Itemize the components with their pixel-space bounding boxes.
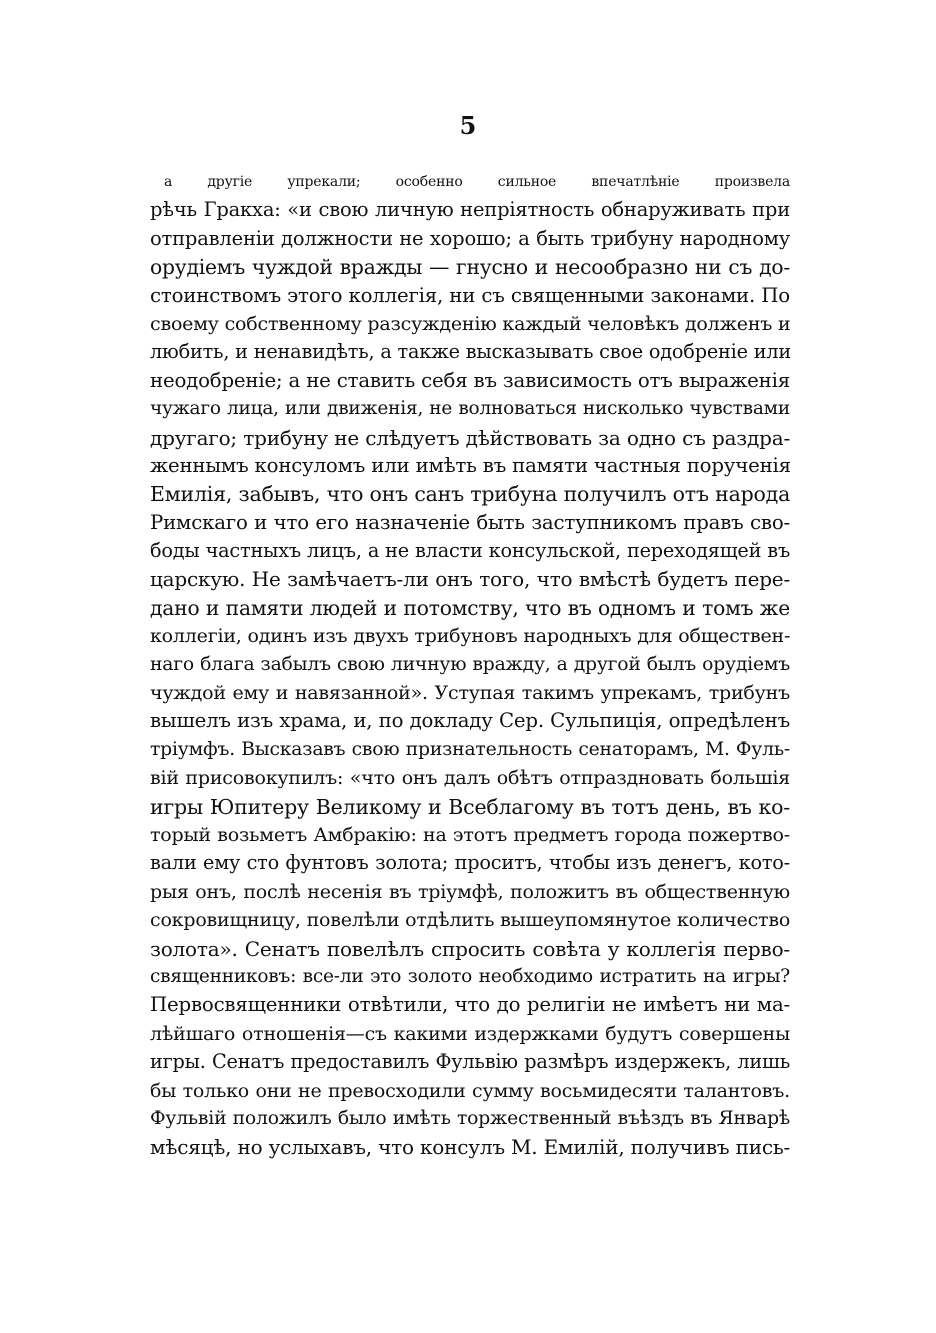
text-line: Фульвій положилъ было имѣть торжественный въѣздъ въ Январѣ xyxy=(150,1107,790,1129)
page-number: 5 xyxy=(459,111,477,140)
text-line: тріумфъ. Высказавъ свою признательность сенаторамъ, М. Фуль- xyxy=(150,738,790,760)
text-line: чуждой ему и навязанной». Уступая такимъ упрекамъ, трибунъ xyxy=(150,682,790,705)
text-line: отправленіи должности не хорошо; а быть трибуну народному xyxy=(150,226,790,250)
text-line: боды частныхъ лицъ, а не власти консульской, переходящей въ xyxy=(150,539,790,563)
text-line: своему собственному разсужденію каждый человѣкъ долженъ и xyxy=(150,312,791,335)
body-text xyxy=(150,168,790,1162)
text-line: дано и памяти людей и потомству, что въ одномъ и томъ же xyxy=(150,595,790,620)
text-line: рыя онъ, послѣ несенія въ тріумфѣ, положитъ въ общественную xyxy=(150,880,790,903)
text-line: а другіе упрекали; особенно сильное впечатлѣніе произвела xyxy=(164,174,790,190)
text-line: рѣчь Гракха: «и свою личную непріятность обнаруживать при xyxy=(150,198,790,222)
text-line: женнымъ консуломъ или имѣть въ памяти частныя порученія xyxy=(150,453,791,477)
text-line: вышелъ изъ храма, и, по докладу Сер. Сульпиція, опредѣленъ xyxy=(150,709,790,733)
text-line: сокровищницу, повелѣли отдѣлить вышеупомянутое количество xyxy=(150,909,791,932)
text-line: Первосвященники отвѣтили, что до религіи не имѣетъ ни ма- xyxy=(150,993,790,1017)
text-line: вали ему сто фунтовъ золота; проситъ, чтобы изъ денегъ, кото- xyxy=(150,851,790,875)
text-line: священниковъ: все-ли это золото необходимо истратить на игры? xyxy=(150,965,790,987)
text-line: царскую. Не замѣчаетъ-ли онъ того, что вмѣстѣ будетъ пере- xyxy=(150,567,790,592)
text-line: игры Юпитеру Великому и Всеблагому въ тотъ день, въ ко- xyxy=(150,794,790,819)
text-line: лѣйшаго отношенія—съ какими издержками будутъ совершены xyxy=(150,1022,790,1045)
text-line: Емилія, забывъ, что онъ санъ трибуна получилъ отъ народа xyxy=(150,482,791,507)
text-line: игры. Сенатъ предоставилъ Фульвію размѣръ издержекъ, лишь xyxy=(150,1050,790,1074)
text-line: бы только они не превосходили сумму восьмидесяти талантовъ. xyxy=(150,1079,790,1102)
text-line: орудіемъ чуждой вражды — гнусно и несообразно ни съ до- xyxy=(150,255,790,280)
text-line: любить, и ненавидѣть, а также высказывать свое одобреніе или xyxy=(150,340,791,364)
text-line: неодобреніе; а не ставить себя въ зависимость отъ выраженія xyxy=(150,368,790,392)
text-line: стоинствомъ этого коллегія, ни съ священными законами. По xyxy=(150,283,790,307)
text-line: другаго; трибуну не слѣдуетъ дѣйствовать за одно съ раздра- xyxy=(150,425,790,450)
text-line: мѣсяцѣ, но услыхавъ, что консулъ М. Емилій, получивъ пись- xyxy=(150,1135,791,1160)
text-line: золота». Сенатъ повелѣлъ спросить совѣта у коллегія перво- xyxy=(150,936,790,961)
text-line: вій присовокупилъ: «что онъ далъ обѣтъ отпраздновать большія xyxy=(150,767,790,790)
text-line: Римскаго и что его назначеніе быть заступникомъ правъ сво- xyxy=(150,510,790,534)
text-line: коллегіи, одинъ изъ двухъ трибуновъ народныхъ для обществен- xyxy=(150,625,791,648)
text-line: торый возьметъ Амбракію: на этотъ предметъ города пожертво- xyxy=(150,823,790,846)
text-line: чужаго лица, или движенія, не волноваться нисколько чувствами xyxy=(150,398,790,420)
text-line: наго блага забылъ свою личную вражду, а другой былъ орудіемъ xyxy=(150,653,790,675)
